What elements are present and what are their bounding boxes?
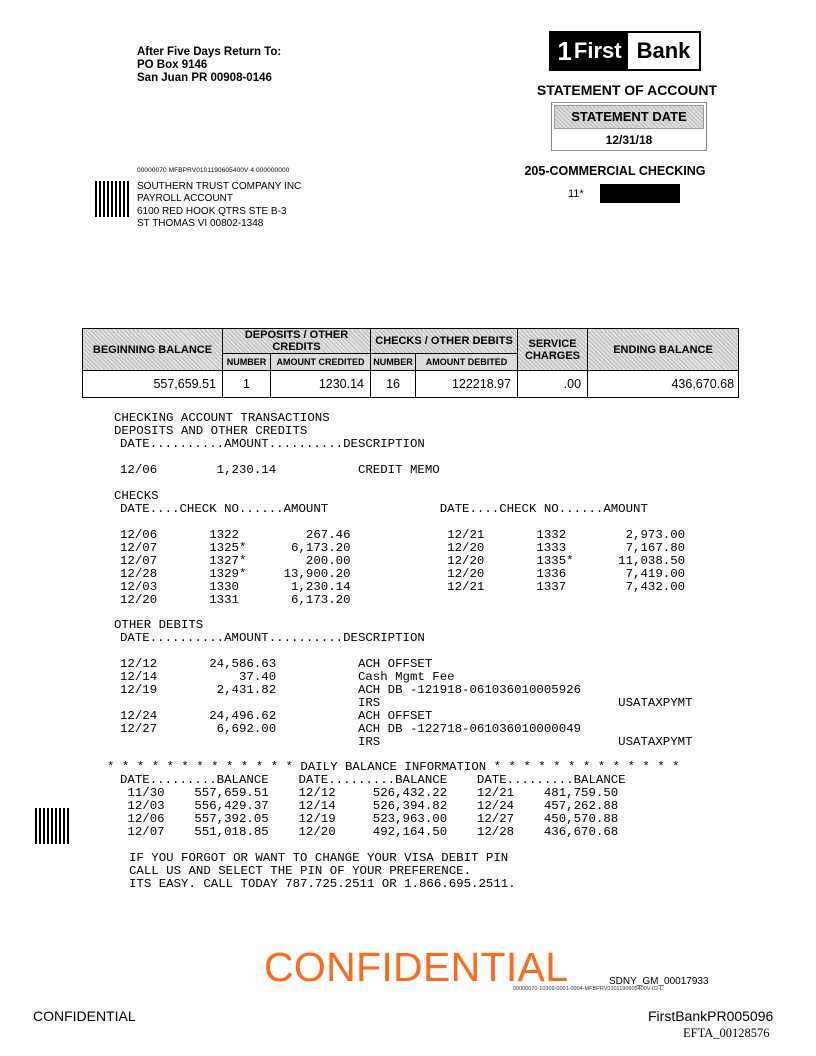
notice-line: CALL US AND SELECT THE PIN OF YOUR PREFERENCE. bbox=[129, 864, 472, 878]
debit-row: 12/14 37.40 Cash Mgmt Fee bbox=[120, 670, 455, 684]
debit-row: 12/19 2,431.82 ACH DB -121918-061036010005926 bbox=[120, 683, 582, 697]
ending-balance-header: ENDING BALANCE bbox=[588, 329, 739, 371]
statement-title: STATEMENT OF ACCOUNT bbox=[536, 82, 718, 98]
check-row: 12/07 1325* 6,173.20 12/20 1333 7,167.80 bbox=[120, 541, 686, 555]
daily-balance-row: 12/03 556,429.37 12/14 526,394.82 12/24 457,262.88 bbox=[120, 799, 619, 813]
beginning-balance: 557,659.51 bbox=[83, 371, 223, 398]
checks-heading: CHECKS bbox=[114, 489, 159, 503]
document-code: 00000070-10309-0001-0004-MFBPRV0101190605400V-02-L bbox=[513, 986, 663, 992]
checks-header: CHECKS / OTHER DEBITS bbox=[371, 329, 518, 354]
return-address-line: PO Box 9146 bbox=[137, 59, 208, 71]
amount-credited-header: AMOUNT CREDITED bbox=[271, 354, 371, 371]
daily-balance-row: 11/30 557,659.51 12/12 526,432.22 12/21 481,759.50 bbox=[120, 786, 619, 800]
logo-first: First bbox=[573, 38, 622, 63]
amount-debited-header: AMOUNT DEBITED bbox=[416, 354, 518, 371]
other-debits-heading: OTHER DEBITS bbox=[114, 618, 204, 632]
checks-amount: 122218.97 bbox=[416, 371, 518, 398]
daily-balance-heading: * * * * * * * * * * * * * DAILY BALANCE INFORMATION * * * * * * * * * * * * * bbox=[107, 760, 680, 774]
credits-column-header: DATE..........AMOUNT..........DESCRIPTION bbox=[120, 437, 425, 451]
daily-balance-row: 12/07 551,018.85 12/20 492,164.50 12/28 436,670.68 bbox=[120, 825, 619, 839]
deposits-number: 1 bbox=[223, 371, 271, 398]
service-charges: .00 bbox=[518, 371, 588, 398]
check-row: 12/07 1327* 200.00 12/20 1335* 11,038.50 bbox=[120, 554, 686, 568]
footer-production-id: FirstBankPR005096 bbox=[648, 1008, 774, 1024]
checks-column-header: DATE....CHECK NO......AMOUNT DATE....CHECK NO......AMOUNT bbox=[120, 502, 648, 516]
barcode-icon bbox=[35, 808, 71, 844]
address-line: ST THOMAS VI 00802-1348 bbox=[137, 217, 264, 229]
statement-date: 12/31/18 bbox=[605, 133, 653, 147]
deposits-number-header: NUMBER bbox=[223, 354, 271, 371]
logo-number: 1 bbox=[557, 35, 572, 66]
notice-line: ITS EASY. CALL TODAY 787.725.2511 OR 1.866.695.2511. bbox=[129, 877, 516, 891]
address-line: 6100 RED HOOK QTRS STE B-3 bbox=[137, 205, 287, 217]
debit-row: IRS USATAXPYMT bbox=[120, 735, 693, 749]
debit-row: 12/27 6,692.00 ACH DB -122718-061036010000049 bbox=[120, 722, 582, 736]
checks-number-header: NUMBER bbox=[371, 354, 416, 371]
debit-row: 12/24 24,496.62 ACH OFFSET bbox=[120, 709, 433, 723]
credit-row: 12/06 1,230.14 CREDIT MEMO bbox=[120, 463, 440, 477]
statement-date-label: STATEMENT DATE bbox=[554, 105, 704, 129]
return-address-line: San Juan PR 00908-0146 bbox=[137, 72, 272, 84]
logo-bank: Bank bbox=[636, 38, 691, 63]
daily-balance-row: 12/06 557,392.05 12/19 523,963.00 12/27 450,570.88 bbox=[120, 812, 619, 826]
address-line: PAYROLL ACCOUNT bbox=[137, 193, 233, 205]
statement-date-box bbox=[551, 102, 707, 151]
pin-notice bbox=[129, 852, 516, 891]
bank-logo bbox=[549, 31, 701, 71]
checks-list bbox=[120, 529, 685, 607]
barcode-icon bbox=[95, 181, 131, 217]
transactions-heading: CHECKING ACCOUNT TRANSACTIONS bbox=[114, 411, 330, 425]
notice-line: IF YOU FORGOT OR WANT TO CHANGE YOUR VISA DEBIT PIN bbox=[129, 851, 509, 865]
footer-confidential: CONFIDENTIAL bbox=[33, 1008, 136, 1024]
account-number: 11* bbox=[568, 188, 584, 200]
footer-efta-id: EFTA_00128576 bbox=[683, 1026, 770, 1040]
account-summary-table bbox=[82, 328, 739, 398]
daily-balance-list bbox=[120, 787, 618, 839]
check-row: 12/06 1322 267.46 12/21 1332 2,973.00 bbox=[120, 528, 686, 542]
daily-balance-column-header: DATE.........BALANCE DATE.........BALANCE DATE.........BALANCE bbox=[120, 773, 626, 787]
address-line: SOUTHERN TRUST COMPANY INC bbox=[137, 181, 302, 192]
return-address-line: After Five Days Return To: bbox=[137, 46, 282, 58]
check-row: 12/28 1329* 13,900.20 12/20 1336 7,419.00 bbox=[120, 567, 686, 581]
account-type: 205-COMMERCIAL CHECKING bbox=[524, 164, 706, 178]
check-row: 12/03 1330 1,230.14 12/21 1337 7,432.00 bbox=[120, 580, 686, 594]
debits-column-header: DATE..........AMOUNT..........DESCRIPTION bbox=[120, 631, 425, 645]
beginning-balance-header: BEGINNING BALANCE bbox=[83, 329, 223, 371]
checks-number: 16 bbox=[371, 371, 416, 398]
check-row: 12/20 1331 6,173.20 bbox=[120, 593, 351, 607]
ending-balance: 436,670.68 bbox=[588, 371, 739, 398]
mail-code: 00000070 MFBPRV0101190605400V 4 000000000 bbox=[137, 167, 290, 174]
debits-list bbox=[120, 658, 693, 749]
deposits-amount: 1230.14 bbox=[271, 371, 371, 398]
bates-number: SDNY_GM_00017933 bbox=[609, 976, 709, 987]
debit-row: 12/12 24,586.63 ACH OFFSET bbox=[120, 657, 433, 671]
confidential-stamp: CONFIDENTIAL bbox=[264, 944, 569, 990]
return-address bbox=[137, 46, 281, 85]
credits-heading: DEPOSITS AND OTHER CREDITS bbox=[114, 424, 308, 438]
service-charges-header: SERVICE CHARGES bbox=[518, 329, 588, 371]
mailing-address bbox=[137, 181, 301, 230]
debit-row: IRS USATAXPYMT bbox=[120, 696, 693, 710]
deposits-header: DEPOSITS / OTHER CREDITS bbox=[223, 329, 371, 354]
redaction-block bbox=[600, 184, 680, 203]
